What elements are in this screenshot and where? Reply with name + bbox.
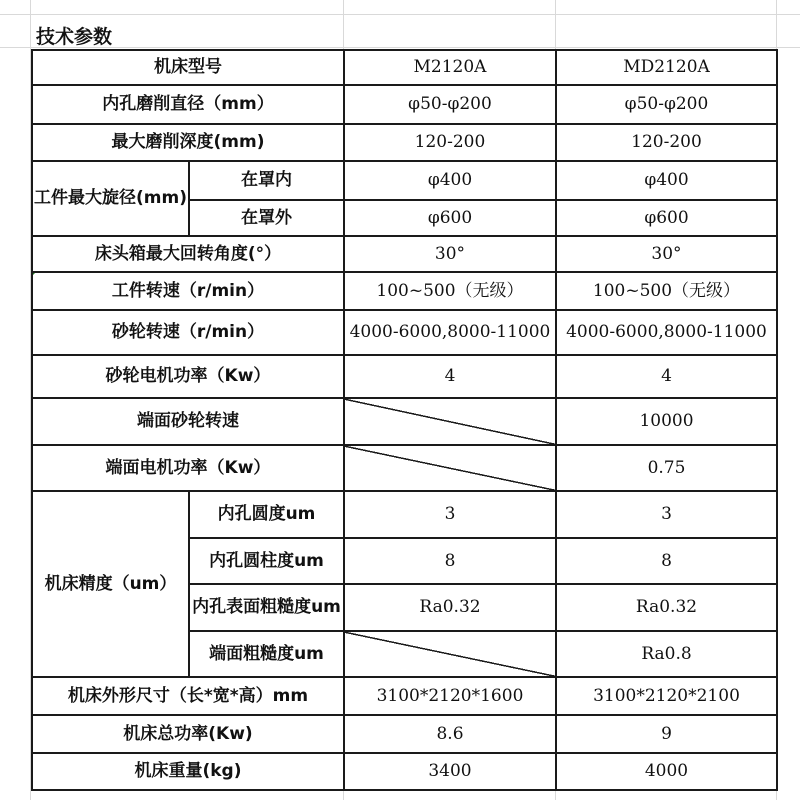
gridline	[0, 14, 800, 15]
swing-inside-label[interactable]: 在罩内	[189, 161, 344, 200]
wheel-speed-b[interactable]: 4000-6000,8000-11000	[556, 310, 777, 355]
table-row	[32, 753, 777, 790]
dimensions-label[interactable]: 机床外形尺寸（长*宽*高）mm	[32, 677, 344, 715]
swing-inside-a[interactable]: φ400	[344, 161, 556, 200]
precision-label[interactable]: 机床精度（um）	[32, 491, 189, 677]
face-motor-label[interactable]: 端面电机功率（Kw）	[32, 445, 344, 491]
headstock-angle-a[interactable]: 30°	[344, 236, 556, 272]
total-power-a[interactable]: 8.6	[344, 715, 556, 753]
work-speed-a[interactable]: 100~500（无级）	[344, 272, 556, 310]
weight-a[interactable]: 3400	[344, 753, 556, 790]
table-row	[32, 310, 777, 355]
table-row	[32, 161, 777, 200]
table-row	[32, 272, 777, 310]
total-power-b[interactable]: 9	[556, 715, 777, 753]
cylindricity-a[interactable]: 8	[344, 538, 556, 584]
cylindricity-label[interactable]: 内孔圆柱度um	[189, 538, 344, 584]
swing-label[interactable]: 工件最大旋径(mm)	[32, 161, 189, 236]
table-row	[32, 715, 777, 753]
bore-roughness-b[interactable]: Ra0.32	[556, 584, 777, 631]
table-row	[32, 491, 777, 538]
face-wheel-speed-b[interactable]: 10000	[556, 398, 777, 445]
grind-depth-label[interactable]: 最大磨削深度(mm)	[32, 124, 344, 161]
cylindricity-b[interactable]: 8	[556, 538, 777, 584]
swing-outside-a[interactable]: φ600	[344, 200, 556, 236]
roundness-b[interactable]: 3	[556, 491, 777, 538]
total-power-label[interactable]: 机床总功率(Kw)	[32, 715, 344, 753]
table-row	[32, 398, 777, 445]
table-row	[32, 355, 777, 398]
face-motor-a-empty[interactable]	[344, 445, 556, 491]
face-roughness-label[interactable]: 端面粗糙度um	[189, 631, 344, 677]
grind-depth-b[interactable]: 120-200	[556, 124, 777, 161]
work-speed-b[interactable]: 100~500（无级）	[556, 272, 777, 310]
bore-diameter-label[interactable]: 内孔磨削直径（mm）	[32, 85, 344, 124]
swing-outside-b[interactable]: φ600	[556, 200, 777, 236]
face-roughness-a-empty[interactable]	[344, 631, 556, 677]
face-motor-b[interactable]: 0.75	[556, 445, 777, 491]
roundness-a[interactable]: 3	[344, 491, 556, 538]
wheel-motor-b[interactable]: 4	[556, 355, 777, 398]
headstock-angle-label[interactable]: 床头箱最大回转角度(°）	[32, 236, 344, 272]
bore-roughness-label[interactable]: 内孔表面粗糙度um	[189, 584, 344, 631]
table-row-header	[32, 50, 777, 85]
face-wheel-speed-a-empty[interactable]	[344, 398, 556, 445]
header-model-a-cell[interactable]: M2120A	[344, 50, 556, 85]
wheel-speed-a[interactable]: 4000-6000,8000-11000	[344, 310, 556, 355]
swing-inside-b[interactable]: φ400	[556, 161, 777, 200]
table-row	[32, 124, 777, 161]
weight-b[interactable]: 4000	[556, 753, 777, 790]
wheel-speed-label[interactable]: 砂轮转速（r/min）	[32, 310, 344, 355]
headstock-angle-b[interactable]: 30°	[556, 236, 777, 272]
work-speed-label[interactable]: 工件转速（r/min）	[32, 272, 344, 310]
face-wheel-speed-label[interactable]: 端面砂轮转速	[32, 398, 344, 445]
header-label-cell[interactable]: 机床型号	[32, 50, 344, 85]
gridline	[0, 47, 800, 48]
bore-diameter-a[interactable]: φ50-φ200	[344, 85, 556, 124]
table-row	[32, 677, 777, 715]
dimensions-a[interactable]: 3100*2120*1600	[344, 677, 556, 715]
dimensions-b[interactable]: 3100*2120*2100	[556, 677, 777, 715]
grind-depth-a[interactable]: 120-200	[344, 124, 556, 161]
swing-outside-label[interactable]: 在罩外	[189, 200, 344, 236]
weight-label[interactable]: 机床重量(kg)	[32, 753, 344, 790]
face-roughness-b[interactable]: Ra0.8	[556, 631, 777, 677]
table-row	[32, 445, 777, 491]
wheel-motor-label[interactable]: 砂轮电机功率（Kw）	[32, 355, 344, 398]
bore-roughness-a[interactable]: Ra0.32	[344, 584, 556, 631]
spec-table	[31, 49, 778, 791]
bore-diameter-b[interactable]: φ50-φ200	[556, 85, 777, 124]
table-row	[32, 85, 777, 124]
roundness-label[interactable]: 内孔圆度um	[189, 491, 344, 538]
header-model-b-cell[interactable]: MD2120A	[556, 50, 777, 85]
wheel-motor-a[interactable]: 4	[344, 355, 556, 398]
sheet-title[interactable]: 技术参数	[36, 26, 113, 48]
table-row	[32, 236, 777, 272]
